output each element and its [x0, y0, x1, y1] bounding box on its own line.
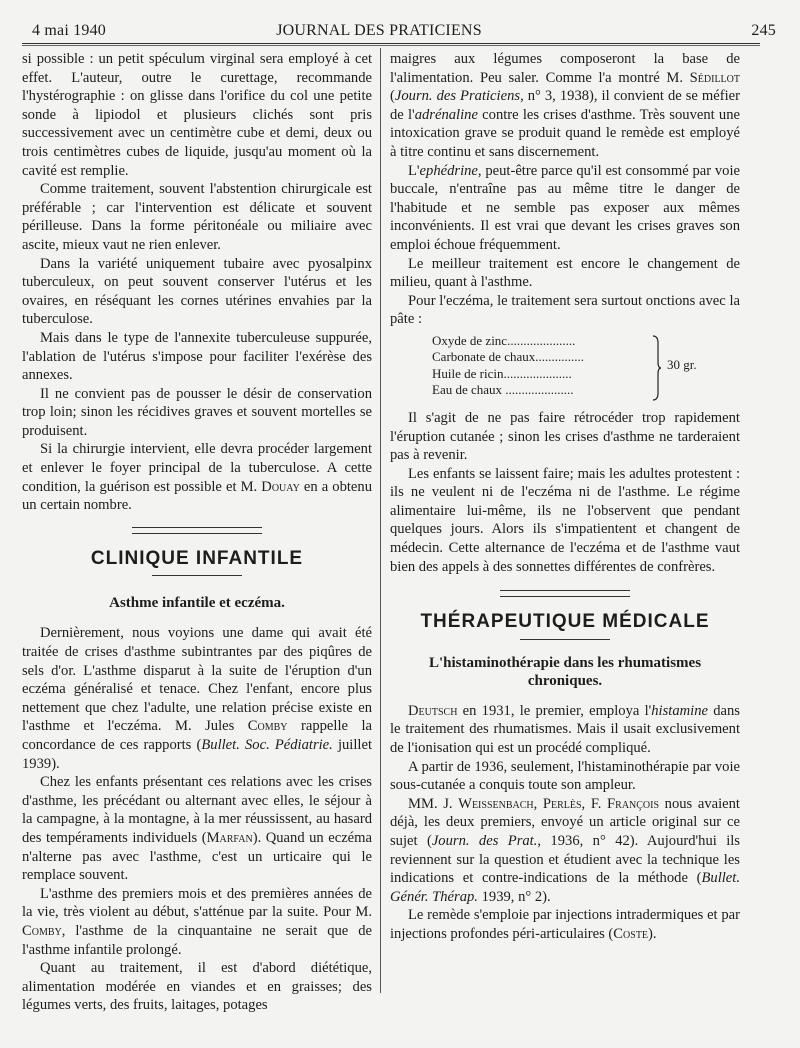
- text: contre les crises d'asthme. Très souvent une intoxication grave se produit quand le remède est employé à titre continu et sans discernement.: [390, 106, 741, 160]
- text: MM. J.: [408, 795, 459, 812]
- paragraph: A partir de 1936, seulement, l'histaminothérapie par voie sous-cutanée a conquis toute son ampleur.: [390, 758, 740, 794]
- recipe-formula: [390, 333, 740, 403]
- drug-name: ephédrine: [419, 162, 478, 179]
- paragraph: Le meilleur traitement est encore le changement de milieu, quant à l'asthme.: [390, 255, 740, 291]
- section-title-clinique-infantile: CLINIQUE INFANTILE: [90, 547, 304, 569]
- paragraph: [390, 50, 740, 162]
- text: Dernièrement, nous voyions une dame qui avait été traitée de crises d'asthme subintrantes par des piqûres de sels d'or. L'asthme disparut à la suite de l'éruption d'un eczéma généralisé et tenace. Chez l'enfant, encore plus nettement que chez l'adulte, une relation précise existe en l'asthme et l'eczéma. M. Jules: [22, 625, 372, 735]
- text: en a obtenu un certain nombre.: [22, 478, 373, 514]
- column-divider: [380, 48, 381, 993]
- paragraph: [390, 795, 740, 907]
- text: Si la chirurgie intervient, elle devra procéder largement et enlever le foyer principal de la tuberculose. A cette condition, la guérison est possible et M.: [22, 441, 372, 495]
- header-journal-title: JOURNAL DES PRATICIENS: [276, 22, 482, 39]
- text: rappelle la concordance de ces rapports (: [22, 718, 372, 753]
- text: ). Quand un eczéma n'alterne pas avec l'asthme, c'est un urticaire qui le remplace souvent.: [22, 829, 372, 884]
- article-subtitle: Asthme infantile et eczéma.: [109, 595, 285, 612]
- recipe-ingredient: Oxyde de zinc.....................: [432, 332, 576, 348]
- paragraph: Dans la variété uniquement tubaire avec pyosalpinx tuberculeux, on peut souvent conserver l'utérus et les ovaires, en réséquant les cornes utérines envahies par la tuberculose.: [22, 255, 372, 328]
- section-ornament: [500, 590, 630, 597]
- text: juillet 1939).: [22, 737, 372, 772]
- text: 1939, n° 2).: [477, 888, 551, 905]
- right-column: [390, 50, 740, 944]
- author-name: Comby: [22, 922, 62, 939]
- author-name: Marfan: [206, 829, 253, 846]
- paragraph: Comme traitement, souvent l'abstention chirurgicale est préférable ; car l'intervention est délicate et souvent périlleuse. Dans la forme péritonéale ou miliaire avec ascite, mieux vaut ne rien enlever.: [22, 181, 372, 253]
- text: L': [408, 162, 420, 179]
- text: Le remède s'emploie par injections intradermiques et par injections profondes péri-articulaires (: [390, 907, 740, 942]
- text: , n° 3, 1938), il convient de se méfier de l': [390, 88, 741, 123]
- paragraph: Quant au traitement, il est d'abord diététique, alimentation modérée en viandes et en graisses; des légumes verts, des fruits, laitages, potages: [22, 960, 372, 1014]
- page-header: [22, 20, 776, 42]
- section-title-therapeutique-medicale: THÉRAPEUTIQUE MÉDICALE: [420, 611, 710, 633]
- author-name: Douay: [261, 478, 300, 495]
- article-subtitle: L'histaminothérapie dans les rhumatismes chroniques.: [428, 654, 702, 689]
- reference: Journ. des Prat.: [431, 833, 538, 849]
- recipe-ingredient: Carbonate de chaux...............: [432, 349, 584, 365]
- paragraph: Il s'agit de ne pas faire rétrocéder trop rapidement l'éruption cutanée ; sinon les crises d'asthme ne tarderaient pas à revenir.: [390, 409, 740, 464]
- recipe-ingredient: Eau de chaux .....................: [432, 382, 574, 398]
- drug-name: adrénaline: [414, 106, 478, 123]
- paragraph: [22, 624, 372, 773]
- header-rule-secondary: [22, 45, 760, 46]
- left-column: [22, 50, 372, 1015]
- recipe-dose: 30 gr.: [667, 356, 697, 372]
- text: , l'asthme de la cinquantaine ne serait que de l'asthme infantile prolongé.: [22, 922, 372, 958]
- paragraph: [22, 773, 372, 885]
- text: L'asthme des premiers mois et des premières années de la vie, très violent au début, s'atténue par la suite. Pour M.: [22, 885, 372, 921]
- text: maigres aux légumes composeront la base de l'alimentation. Peu saler. Comme l'a montré M.: [390, 51, 740, 86]
- section-ornament: [132, 527, 262, 534]
- paragraph: Pour l'eczéma, le traitement sera surtout onctions avec la pâte :: [390, 292, 740, 328]
- text: Chez les enfants présentant ces relations avec les crises d'asthme, les précédant ou alternant avec elles, le séjour à la campagne, à la montagne, à la mer réussissent, au hasard des tempéraments individuels (: [22, 774, 372, 846]
- paragraph: [390, 162, 740, 255]
- reference: Bullet. Génér. Thérap.: [390, 870, 740, 905]
- text: , 1936, n° 42). Aujourd'hui ils reviennent sur la question et étudient avec la technique les indications et contre-indications de la méthode (: [390, 833, 740, 887]
- header-rule: [22, 43, 760, 44]
- paragraph: [390, 702, 740, 758]
- text: en 1931, le premier, employa l': [457, 702, 652, 719]
- header-date: 4 mai 1940: [32, 22, 106, 39]
- paragraph: [22, 440, 372, 514]
- paragraph: Les enfants se laissent faire; mais les adultes protestent : ils ne veulent ni de l'eczéma ni de l'asthme. Le régime alimentaire lui-même, ils ne l'observent que pendant quelques jours. Alors ils s'impatientent et changent de médecin. Cette alternance de l'eczéma et de l'asthme vaut bien des appels à des sonnettes différentes de confrères.: [390, 465, 740, 575]
- text: ).: [648, 925, 657, 942]
- recipe-ingredient: Huile de ricin.....................: [432, 365, 572, 381]
- paragraph: si possible : un petit spéculum virginal sera employé à cet effet. L'auteur, outre le curettage, recommande l'hystérographie : on glisse dans l'orifice du col une petite sonde à lipiodol et plusieurs clichés sont pris successivement avec un centimètre cube et demi, deux ou trois centimètres cubes de liquide, jusqu'au moment où la cavité est remplie.: [22, 51, 372, 179]
- author-name: Coste: [613, 925, 649, 942]
- text: , peut-être parce qu'il est consommé par voie buccale, n'entraîne pas au même titre le danger de l'habitude et ne semble pas exposer aux mêmes inconvénients. Il est vrai que devant les crises graves son emploi échoue fréquemment.: [390, 162, 740, 253]
- text: nous avaient déjà, les deux premiers, envoyé un article original sur ce sujet (: [390, 795, 740, 849]
- paragraph: [22, 885, 372, 959]
- paragraph: [390, 906, 740, 943]
- paragraph: Il ne convient pas de pousser le désir de conservation trop loin; sinon les récidives graves et souvent mortelles se produisent.: [22, 385, 372, 439]
- reference: Journ. des Praticiens: [394, 88, 521, 105]
- paragraph: Mais dans le type de l'annexite tuberculeuse suppurée, l'ablation de l'utérus s'impose pour faciliter l'exérèse des annexes.: [22, 329, 372, 384]
- author-name: Sédillot: [689, 69, 740, 86]
- author-name: Deutsch: [408, 702, 458, 719]
- author-names: Weissenbach, Perlès, F. François: [458, 795, 660, 812]
- header-page-number: 245: [751, 22, 776, 39]
- author-name: Comby: [247, 718, 288, 735]
- reference: Bullet. Soc. Pédiatrie.: [201, 737, 333, 753]
- text: (: [390, 88, 395, 105]
- text: dans le traitement des rhumatismes. Mais il usait exclusivement de l'ionisation qui est un procédé compliqué.: [390, 702, 740, 757]
- brace-icon: [652, 335, 662, 401]
- drug-name: histamine: [651, 702, 709, 719]
